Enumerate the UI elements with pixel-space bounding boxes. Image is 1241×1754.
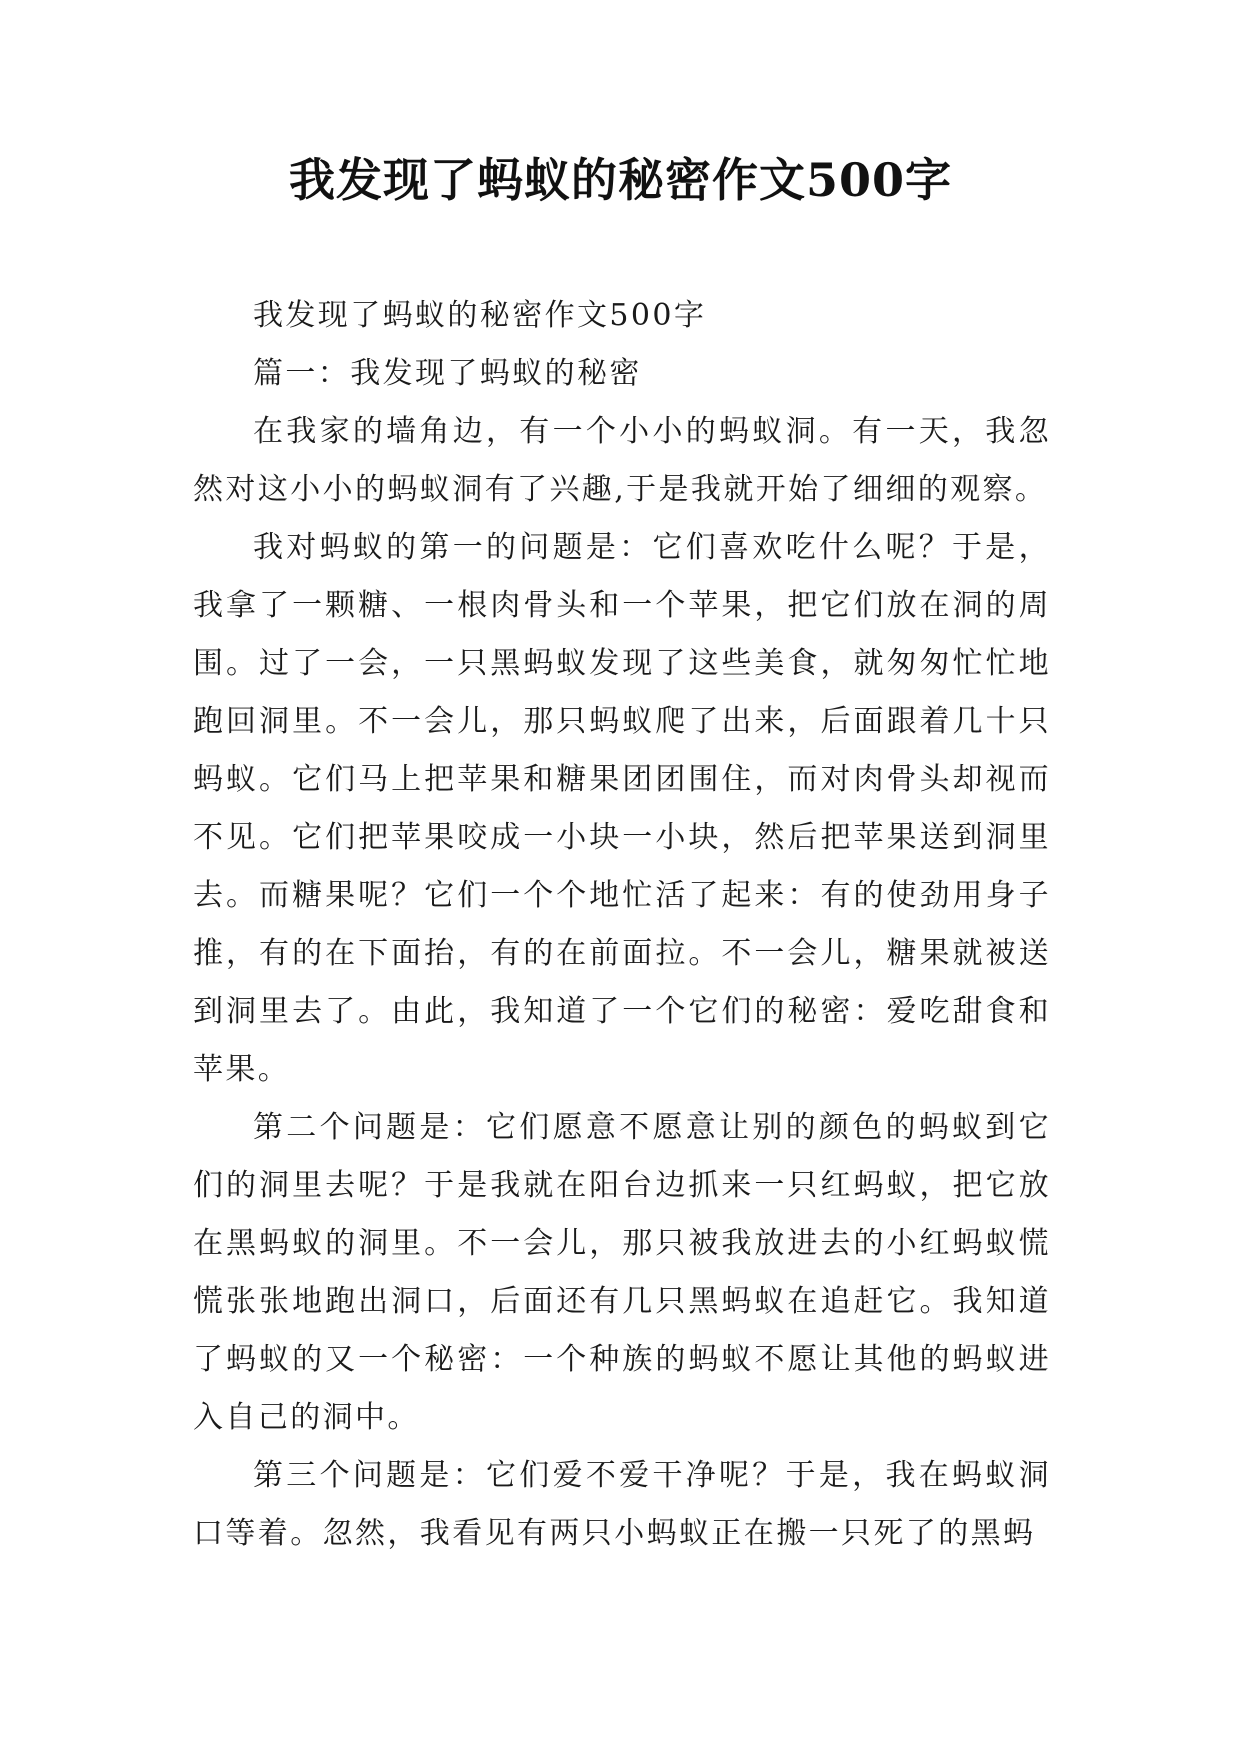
paragraph-section-heading: 篇一：我发现了蚂蚁的秘密 (253, 356, 642, 391)
document-title: 我发现了蚂蚁的秘密作文500字 (288, 153, 953, 207)
paragraph-subtitle: 我发现了蚂蚁的秘密作文500字 (253, 298, 707, 333)
document-body (193, 287, 1051, 1563)
paragraph: 第三个问题是：它们爱不爱干净呢？于是，我在蚂蚁洞口等着。忽然，我看见有两只小蚂蚁正在搬一只死了的黑蚂 (193, 1458, 1051, 1551)
paragraph: 第二个问题是：它们愿意不愿意让别的颜色的蚂蚁到它们的洞里去呢？于是我就在阳台边抓来一只红蚂蚁，把它放在黑蚂蚁的洞里。不一会儿，那只被我放进去的小红蚂蚁慌慌张张地跑出洞口，后面还有几只黑蚂蚁在追赶它。我知道了蚂蚁的又一个秘密：一个种族的蚂蚁不愿让其他的蚂蚁进入自己的洞中。 (193, 1110, 1051, 1435)
paragraph: 我对蚂蚁的第一的问题是：它们喜欢吃什么呢？于是，我拿了一颗糖、一根肉骨头和一个苹果，把它们放在洞的周围。过了一会，一只黑蚂蚁发现了这些美食，就匆匆忙忙地跑回洞里。不一会儿，那只蚂蚁爬了出来，后面跟着几十只蚂蚁。它们马上把苹果和糖果团团围住，而对肉骨头却视而不见。它们把苹果咬成一小块一小块，然后把苹果送到洞里去。而糖果呢？它们一个个地忙活了起来：有的使劲用身子推，有的在下面抬，有的在前面拉。不一会儿，糖果就被送到洞里去了。由此，我知道了一个它们的秘密：爱吃甜食和苹果。 (193, 530, 1051, 1087)
paragraph: 在我家的墙角边，有一个小小的蚂蚁洞。有一天，我忽然对这小小的蚂蚁洞有了兴趣,于是我就开始了细细的观察。 (193, 414, 1051, 507)
